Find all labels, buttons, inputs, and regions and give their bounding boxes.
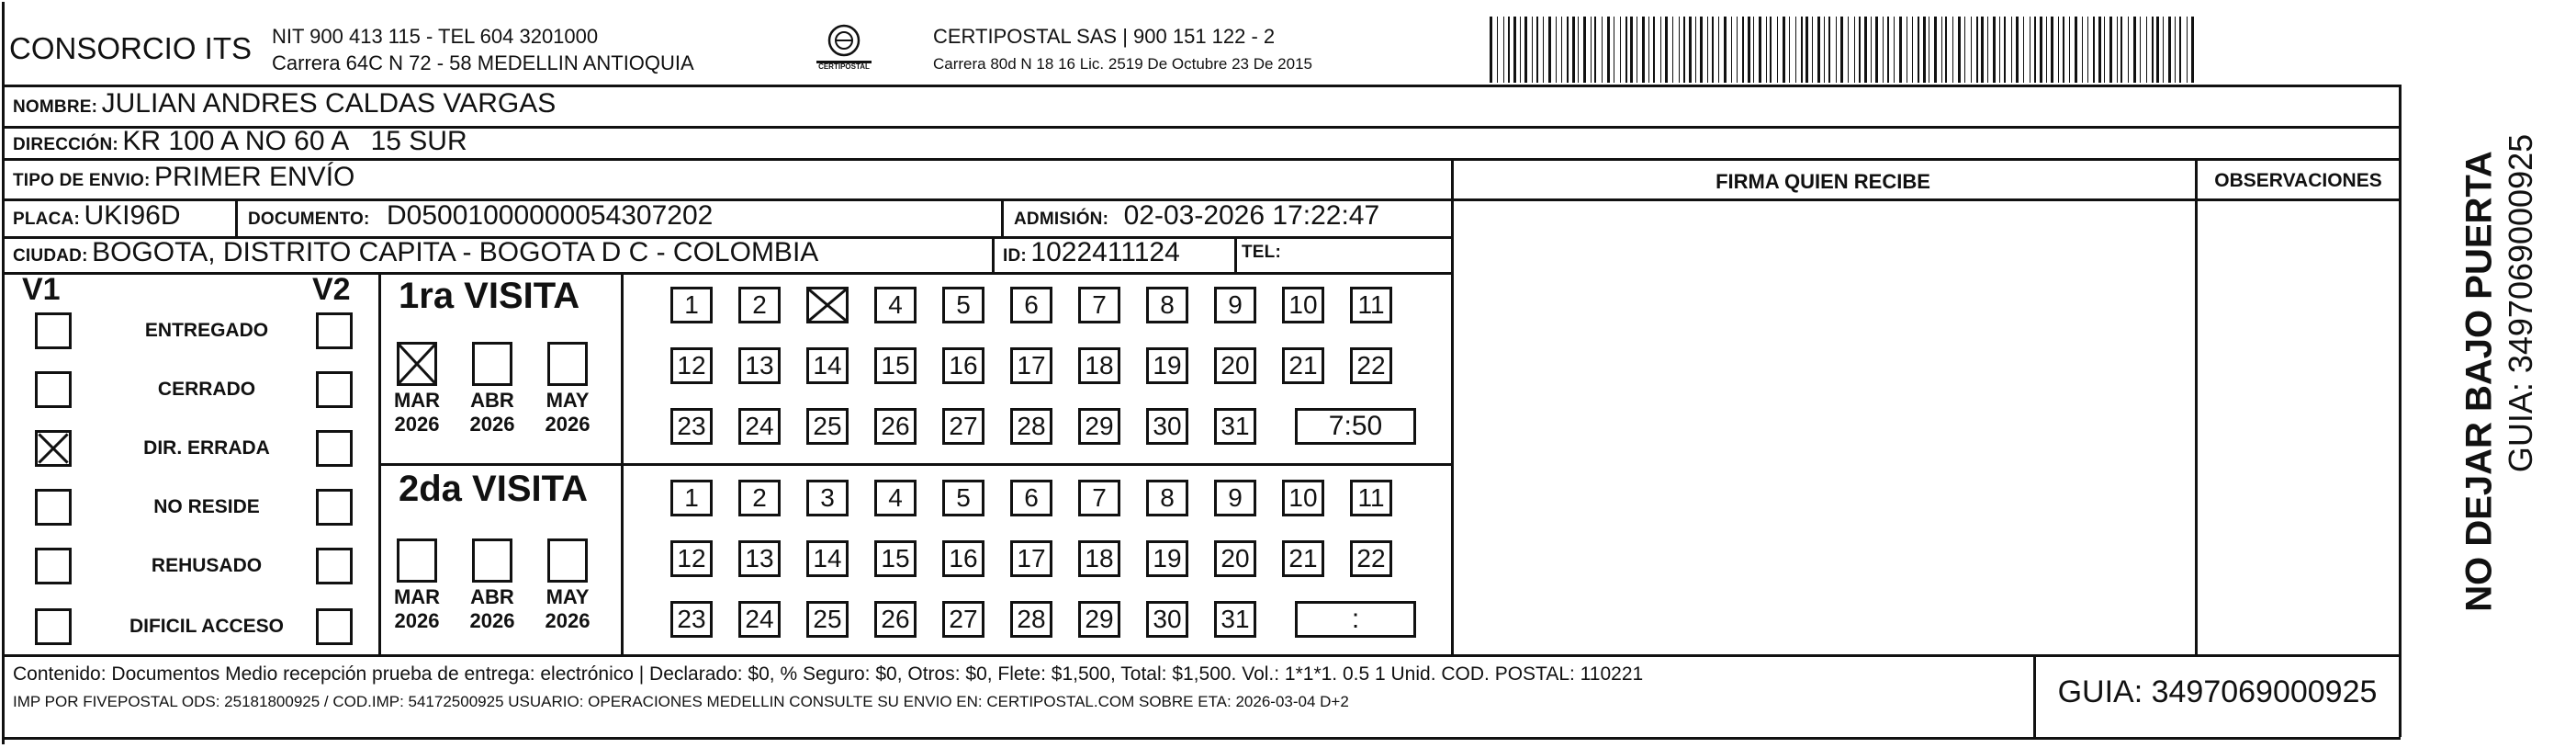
admision-label: ADMISIÓN: [1014, 210, 1109, 229]
barcode-bar [2093, 17, 2095, 83]
direccion-value: KR 100 A NO 60 A 15 SUR [122, 126, 467, 156]
day-box[interactable]: 23 [670, 408, 713, 445]
barcode-bar [1836, 17, 1837, 83]
barcode-bar [2163, 17, 2164, 83]
tel-cell [1242, 243, 1281, 263]
day-box[interactable]: 11 [1350, 480, 1392, 516]
time-box[interactable]: : [1295, 601, 1416, 638]
id-value: 1022411124 [1030, 237, 1180, 267]
day-box[interactable]: 25 [806, 601, 849, 638]
day-box[interactable]: 14 [806, 540, 849, 577]
placa-label: PLACA: [13, 210, 80, 229]
v1-checkbox[interactable] [35, 608, 72, 645]
row-line [2, 654, 2401, 657]
barcode-bar [2146, 17, 2147, 83]
v1-checkbox[interactable] [35, 548, 72, 584]
barcode-bar [2156, 17, 2159, 83]
direccion-label: DIRECCIÓN: [13, 135, 118, 154]
barcode-bar [1971, 17, 1972, 83]
barcode-bar [1556, 17, 1557, 83]
barcode-bar [1887, 17, 1889, 83]
barcode-bar [1770, 17, 1772, 83]
month-label: MAY [546, 389, 590, 412]
status-label: DIFICIL ACCESO [129, 616, 284, 637]
visit-mid-line [378, 463, 1453, 466]
placa-row [13, 200, 180, 232]
barcode-bar [1567, 17, 1569, 83]
barcode-bar [2128, 17, 2129, 83]
side-guia: GUIA: 3497069000925 [2502, 133, 2539, 473]
barcode-bar [1766, 17, 1767, 83]
day-box[interactable]: 16 [942, 347, 984, 384]
barcode-bar [2023, 17, 2024, 83]
day-box[interactable]: 21 [1282, 540, 1324, 577]
day-box[interactable] [806, 287, 849, 323]
barcode-bar [2133, 17, 2136, 83]
barcode-bar [1594, 17, 1596, 83]
month-checkbox[interactable] [547, 342, 588, 386]
month-label: ABR [470, 585, 514, 608]
day-box[interactable]: 1 [670, 287, 713, 323]
barcode-bar [1672, 17, 1673, 83]
month-label: MAY [546, 585, 590, 608]
barcode-bar [1508, 17, 1510, 83]
status-label: ENTREGADO [144, 320, 269, 341]
month-label: MAR [393, 585, 441, 608]
certipostal-address: Carrera 80d N 18 16 Lic. 2519 De Octubre 23 De 2015 [933, 55, 1312, 73]
barcode-bar [1679, 17, 1680, 83]
barcode-bar [1689, 17, 1692, 83]
day-box[interactable]: 8 [1146, 287, 1188, 323]
barcode-bar [1718, 17, 1719, 83]
barcode-bar [1871, 17, 1872, 83]
barcode-bar [1941, 17, 1942, 83]
footer-guia: GUIA: 3497069000925 [2057, 674, 2378, 709]
day-box[interactable]: 7 [1078, 480, 1120, 516]
tipo-value: PRIMER ENVÍO [154, 162, 355, 192]
barcode-bar [1707, 17, 1708, 83]
barcode-bar [1503, 17, 1504, 83]
day-box[interactable]: 29 [1078, 408, 1120, 445]
barcode-bar [2120, 17, 2122, 83]
barcode-bar [1548, 17, 1551, 83]
documento-value: D05001000000054307202 [387, 200, 714, 231]
year-label: 2026 [545, 609, 591, 632]
barcode-bar [2187, 17, 2188, 83]
barcode-bar [1524, 17, 1527, 83]
barcode-bar [1712, 17, 1714, 83]
cell-divider [1001, 198, 1004, 236]
day-box[interactable]: 20 [1214, 540, 1256, 577]
day-box[interactable]: 12 [670, 540, 713, 577]
firma-label: FIRMA QUIEN RECIBE [1715, 170, 1930, 193]
barcode-bar [2168, 17, 2171, 83]
barcode-bar [1964, 17, 1965, 83]
barcode-bar [1642, 17, 1645, 83]
bottom-rule [2, 737, 2401, 740]
barcode-bar [1602, 17, 1603, 83]
barcode-bar [1918, 17, 1919, 83]
barcode-bar [1945, 17, 1947, 83]
certipostal-line: CERTIPOSTAL SAS | 900 151 122 - 2 [933, 25, 1276, 48]
direccion-row [13, 126, 467, 157]
right-border [2399, 85, 2402, 737]
barcode-bar [2046, 17, 2047, 83]
day-box[interactable]: 11 [1350, 287, 1392, 323]
day-box[interactable]: 25 [806, 408, 849, 445]
barcode-bar [1759, 17, 1761, 83]
barcode-bar [1801, 17, 1803, 83]
barcode-bar [1737, 17, 1738, 83]
first-visit-title: 1ra VISITA [399, 276, 580, 316]
month-checkbox[interactable] [472, 342, 512, 386]
barcode-bar [2075, 17, 2077, 83]
barcode-bar [2004, 17, 2006, 83]
nombre-row [13, 88, 556, 119]
day-box[interactable]: 21 [1282, 347, 1324, 384]
day-box[interactable]: 2 [738, 287, 781, 323]
barcode-bar [1828, 17, 1830, 83]
barcode-bar [1648, 17, 1649, 83]
barcode-bar [2016, 17, 2019, 83]
firma-area[interactable] [1454, 201, 2194, 653]
day-box[interactable]: 31 [1214, 408, 1256, 445]
v1-label: V1 [22, 272, 61, 307]
barcode-bar [1899, 17, 1902, 83]
admision-cell [1014, 200, 1379, 232]
logo-text: CERTIPOSTAL [818, 62, 870, 71]
day-box[interactable]: 23 [670, 601, 713, 638]
barcode-bar [2011, 17, 2012, 83]
day-box[interactable]: 17 [1010, 347, 1052, 384]
barcode-bar [2082, 17, 2083, 83]
barcode-bar [1665, 17, 1668, 83]
day-box[interactable]: 1 [670, 480, 713, 516]
barcode-bar [1777, 17, 1778, 83]
day-box[interactable]: 26 [874, 601, 917, 638]
barcode-bar [2051, 17, 2053, 83]
cell-divider [992, 236, 995, 272]
certipostal-logo [812, 22, 876, 75]
top-rule [2, 85, 2401, 87]
barcode-bar [1840, 17, 1843, 83]
day-box[interactable]: 3 [806, 480, 849, 516]
day-box[interactable]: 28 [1010, 408, 1052, 445]
v2-checkbox[interactable] [316, 312, 353, 349]
barcode-bar [1753, 17, 1754, 83]
barcode-bar [1630, 17, 1633, 83]
row-line [2, 272, 1453, 275]
day-box[interactable]: 10 [1282, 287, 1324, 323]
barcode-bar [1952, 17, 1953, 83]
v1-checkbox[interactable] [35, 430, 72, 467]
nombre-value: JULIAN ANDRES CALDAS VARGAS [101, 88, 557, 119]
barcode-bar [2175, 17, 2176, 83]
month-checkbox[interactable] [472, 538, 512, 583]
barcode-bar [1490, 17, 1492, 83]
barcode-bar [1625, 17, 1627, 83]
v2-checkbox[interactable] [316, 430, 353, 467]
day-box[interactable]: 24 [738, 601, 781, 638]
barcode-bar [2117, 17, 2118, 83]
day-box[interactable]: 7 [1078, 287, 1120, 323]
day-box[interactable]: 14 [806, 347, 849, 384]
footer-line2: IMP POR FIVEPOSTAL ODS: 25181800925 / COD.IMP: 54172500925 USUARIO: OPERACIONES MEDELLIN CONSULTE SU ENVIO EN: CERTIPOSTAL.COM SOBRE ETA: 2026-03-04 D+2 [13, 693, 1349, 710]
day-box[interactable]: 26 [874, 408, 917, 445]
day-box[interactable]: 13 [738, 347, 781, 384]
day-box[interactable]: 10 [1282, 480, 1324, 516]
barcode-bar [2191, 17, 2194, 83]
barcode-bar [1987, 17, 1988, 83]
barcode-bar [1513, 17, 1516, 83]
month-label: ABR [470, 389, 514, 412]
day-box[interactable]: 2 [738, 480, 781, 516]
barcode-bar [2140, 17, 2141, 83]
barcode-bar [1993, 17, 1996, 83]
barcode-bar [1660, 17, 1661, 83]
v2-checkbox[interactable] [316, 548, 353, 584]
day-box[interactable]: 22 [1350, 540, 1392, 577]
admision-value: 02-03-2026 17:22:47 [1123, 200, 1380, 231]
barcode-bar [1894, 17, 1895, 83]
barcode-bar [1824, 17, 1825, 83]
footer-line1: Contenido: Documentos Medio recepción prueba de entrega: electrónico | Declarado: $0, % Seguro: $0, Otros: $0, Flete: $1,500, Total: $1,500. Vol.: 1*1*1. 0.5 1 Unid. COD. POSTAL: 110221 [13, 663, 1644, 685]
v1-checkbox[interactable] [35, 371, 72, 408]
day-box[interactable]: 6 [1010, 287, 1052, 323]
row-line [2, 158, 2401, 161]
day-box[interactable]: 9 [1214, 287, 1256, 323]
company-name: CONSORCIO ITS [9, 31, 253, 65]
month-checkbox[interactable] [397, 538, 437, 583]
day-box[interactable]: 29 [1078, 601, 1120, 638]
barcode-bar [1883, 17, 1884, 83]
v1-checkbox[interactable] [35, 312, 72, 349]
barcode-bar [2179, 17, 2181, 83]
documento-cell [248, 200, 713, 232]
day-box[interactable]: 15 [874, 347, 917, 384]
v2-checkbox[interactable] [316, 608, 353, 645]
day-box[interactable]: 6 [1010, 480, 1052, 516]
barcode-bar [2098, 17, 2101, 83]
barcode-bar [1536, 17, 1538, 83]
tel-label: TEL: [1242, 243, 1282, 262]
barcode-bar [1572, 17, 1575, 83]
day-box[interactable]: 5 [942, 287, 984, 323]
barcode-bar [1875, 17, 1878, 83]
barcode-bar [1854, 17, 1855, 83]
barcode-bar [1695, 17, 1696, 83]
year-label: 2026 [394, 413, 440, 436]
month-label: MAR [393, 389, 441, 412]
status-label: NO RESIDE [153, 496, 260, 517]
barcode-bar [1620, 17, 1621, 83]
barcode-bar [2087, 17, 2088, 83]
tipo-row [13, 162, 354, 193]
barcode-bar [1805, 17, 1808, 83]
barcode-bar [1543, 17, 1544, 83]
day-box[interactable]: 24 [738, 408, 781, 445]
day-box[interactable]: 15 [874, 540, 917, 577]
barcode [1490, 17, 2197, 83]
barcode-bar [1848, 17, 1849, 83]
barcode-bar [1583, 17, 1586, 83]
v1-checkbox[interactable] [35, 489, 72, 526]
barcode-bar [1607, 17, 1610, 83]
day-box[interactable]: 20 [1214, 347, 1256, 384]
barcode-bar [1912, 17, 1913, 83]
barcode-bar [1934, 17, 1937, 83]
nit-line: NIT 900 413 115 - TEL 604 3201000 [272, 25, 599, 48]
day-box[interactable]: 19 [1146, 347, 1188, 384]
barcode-bar [1783, 17, 1785, 83]
barcode-bar [1742, 17, 1744, 83]
barcode-bar [1999, 17, 2000, 83]
day-box[interactable]: 12 [670, 347, 713, 384]
barcode-bar [1591, 17, 1592, 83]
ciudad-row [13, 237, 818, 268]
day-box[interactable]: 18 [1078, 540, 1120, 577]
side-title: NO DEJAR BAJO PUERTA [2458, 151, 2500, 612]
barcode-bar [1812, 17, 1813, 83]
day-box[interactable]: 30 [1146, 408, 1188, 445]
time-box[interactable]: 7:50 [1295, 408, 1416, 445]
day-box[interactable]: 19 [1146, 540, 1188, 577]
cell-divider [235, 198, 238, 236]
barcode-bar [2034, 17, 2036, 83]
barcode-bar [1748, 17, 1750, 83]
barcode-bar [1731, 17, 1732, 83]
day-box[interactable]: 4 [874, 480, 917, 516]
v2-checkbox[interactable] [316, 371, 353, 408]
barcode-bar [1789, 17, 1790, 83]
barcode-bar [1923, 17, 1926, 83]
left-border [2, 2, 5, 744]
barcode-bar [1976, 17, 1978, 83]
year-label: 2026 [394, 609, 440, 632]
barcode-bar [2063, 17, 2064, 83]
day-box[interactable]: 8 [1146, 480, 1188, 516]
barcode-bar [1859, 17, 1861, 83]
barcode-bar [1683, 17, 1685, 83]
barcode-bar [1981, 17, 1984, 83]
day-box[interactable]: 28 [1010, 601, 1052, 638]
day-box[interactable]: 5 [942, 480, 984, 516]
id-cell [1003, 237, 1180, 268]
v2-checkbox[interactable] [316, 489, 353, 526]
day-box[interactable]: 13 [738, 540, 781, 577]
day-box[interactable]: 22 [1350, 347, 1392, 384]
year-label: 2026 [469, 609, 515, 632]
status-label: REHUSADO [151, 555, 263, 576]
barcode-bar [2152, 17, 2154, 83]
barcode-bar [1653, 17, 1655, 83]
day-box[interactable]: 27 [942, 408, 984, 445]
observaciones-area[interactable] [2198, 201, 2398, 653]
month-checkbox[interactable] [547, 538, 588, 583]
day-box[interactable]: 9 [1214, 480, 1256, 516]
barcode-bar [2069, 17, 2070, 83]
year-label: 2026 [469, 413, 515, 436]
nombre-label: NOMBRE: [13, 97, 98, 117]
barcode-bar [1795, 17, 1796, 83]
barcode-bar [1700, 17, 1703, 83]
status-label: CERRADO [157, 379, 256, 400]
id-label: ID: [1003, 246, 1027, 266]
address-line: Carrera 64C N 72 - 58 MEDELLIN ANTIOQUIA [272, 51, 694, 74]
barcode-bar [2109, 17, 2112, 83]
barcode-bar [1561, 17, 1562, 83]
observaciones-label: OBSERVACIONES [2214, 170, 2382, 191]
barcode-bar [1532, 17, 1533, 83]
day-box[interactable]: 4 [874, 287, 917, 323]
ciudad-value: BOGOTA, DISTRITO CAPITA - BOGOTA D C - COLOMBIA [92, 237, 819, 267]
barcode-bar [1578, 17, 1579, 83]
barcode-bar [1958, 17, 1961, 83]
barcode-bar [2104, 17, 2105, 83]
barcode-bar [2040, 17, 2042, 83]
day-box[interactable]: 17 [1010, 540, 1052, 577]
barcode-bar [1724, 17, 1727, 83]
day-box[interactable]: 16 [942, 540, 984, 577]
day-box[interactable]: 30 [1146, 601, 1188, 638]
month-checkbox[interactable] [397, 342, 437, 386]
tipo-label: TIPO DE ENVIO: [13, 171, 151, 190]
barcode-bar [1817, 17, 1820, 83]
year-label: 2026 [545, 413, 591, 436]
documento-label: DOCUMENTO: [248, 210, 370, 229]
day-box[interactable]: 31 [1214, 601, 1256, 638]
barcode-bar [1497, 17, 1498, 83]
ciudad-label: CIUDAD: [13, 246, 88, 266]
day-box[interactable]: 18 [1078, 347, 1120, 384]
barcode-bar [1520, 17, 1521, 83]
barcode-bar [2058, 17, 2059, 83]
second-visit-title: 2da VISITA [399, 469, 588, 509]
v2-label: V2 [312, 272, 351, 307]
status-label: DIR. ERRADA [143, 437, 270, 459]
cell-divider [1234, 236, 1237, 272]
placa-value: UKI96D [84, 200, 181, 231]
day-box[interactable]: 27 [942, 601, 984, 638]
barcode-bar [1864, 17, 1867, 83]
